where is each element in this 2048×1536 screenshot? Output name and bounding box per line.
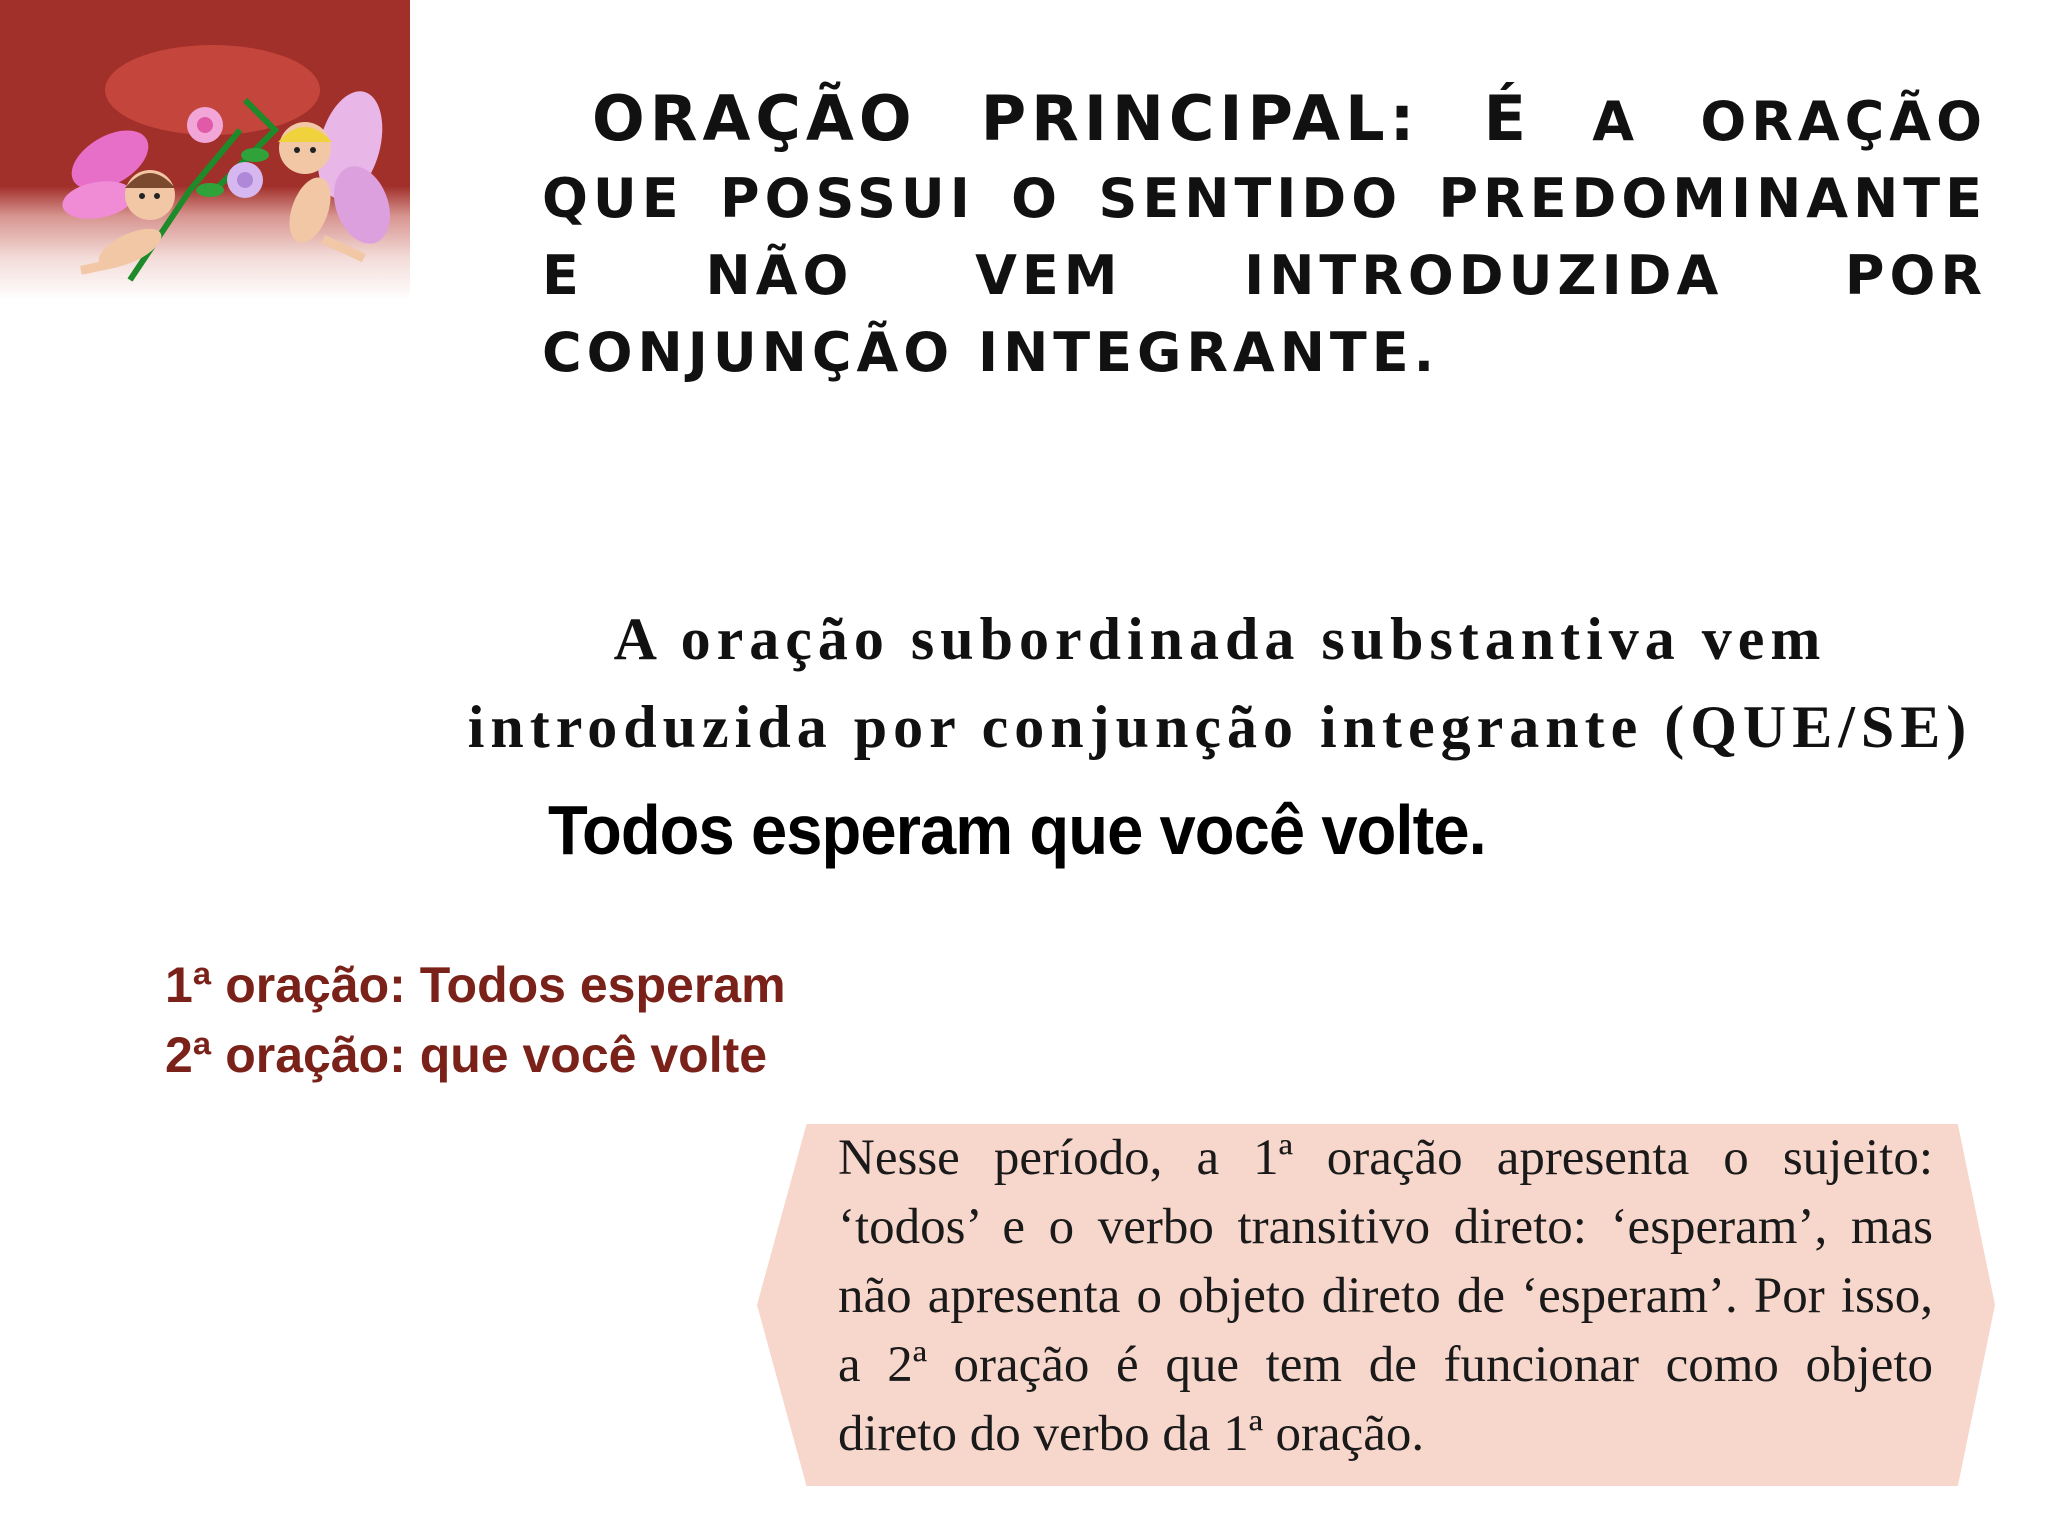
second-clause: 2ª oração: que você volte bbox=[165, 1027, 768, 1083]
definition-lead: ORAÇÃO PRINCIPAL: É bbox=[592, 82, 1531, 155]
main-clause-definition bbox=[542, 80, 1987, 391]
clause-breakdown bbox=[165, 950, 786, 1090]
subordinate-clause-statement: A oração subordinada substantiva vem introduzida por conjunção integrante (QUE/SE) bbox=[467, 606, 1973, 760]
definition-rest: A ORAÇÃO QUE POSSUI O SENTIDO PREDOMINANTE E NÃO VEM INTRODUZIDA POR CONJUNÇÃO INTEGRANTE. bbox=[542, 90, 1987, 384]
example-sentence: Todos esperam que você volte. bbox=[548, 791, 1486, 869]
cupids-clipart-icon bbox=[40, 70, 400, 310]
first-clause: 1ª oração: Todos esperam bbox=[165, 957, 786, 1013]
explanation-text: Nesse período, a 1ª oração apresenta o sujeito: ‘todos’ e o verbo transitivo direto: ‘esperam’, mas não apresenta o objeto direto de ‘esperam’. Por isso, a 2ª oração é que tem de funcionar como objeto direto do verbo da 1ª oração. bbox=[838, 1130, 1933, 1462]
